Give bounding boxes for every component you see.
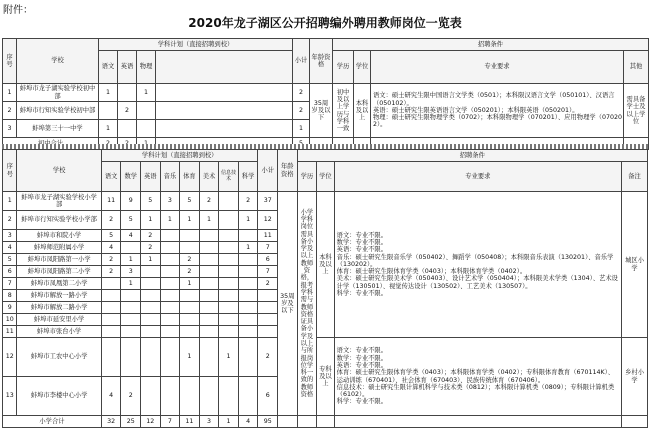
row-school: 蚌埠市解放二路小学 xyxy=(17,302,101,314)
row-value xyxy=(219,230,239,242)
row-value xyxy=(160,290,180,302)
row-subtotal: 6 xyxy=(258,254,278,266)
age-requirement: 35周岁及以下 xyxy=(278,192,298,416)
row-value xyxy=(180,242,200,254)
row-subtotal: 2 xyxy=(258,278,278,290)
header-seq: 序号 xyxy=(3,150,17,192)
row-value xyxy=(199,326,219,338)
row-seq: 7 xyxy=(3,278,17,290)
row-value xyxy=(160,230,180,242)
row-value: 2 xyxy=(101,211,121,230)
row-subtotal: 2 xyxy=(293,84,310,102)
row-subtotal xyxy=(258,314,278,326)
header-major-req: 专业要求 xyxy=(334,162,621,192)
row-value: 2 xyxy=(101,266,121,278)
row-seq: 3 xyxy=(3,230,17,242)
row-value xyxy=(238,338,258,377)
row-subtotal xyxy=(258,290,278,302)
row-value xyxy=(238,254,258,266)
header-school: 学校 xyxy=(17,150,101,192)
header-age: 年龄资格 xyxy=(278,150,298,192)
row-value xyxy=(219,314,239,326)
row-seq: 9 xyxy=(3,302,17,314)
row-subtotal: 6 xyxy=(258,377,278,416)
row-school: 蚌埠市凤凰第二小学 xyxy=(17,278,101,290)
total-value: 32 xyxy=(101,416,121,428)
header-subject-chinese: 语文 xyxy=(101,162,121,192)
major-line: 音乐：硕士研究生限音乐学（050402）、舞蹈学（050408）；本科限音乐表演（130201）、音乐学（130202）。 xyxy=(336,253,614,268)
row-subtotal: 7 xyxy=(258,266,278,278)
row-value xyxy=(121,302,141,314)
row-subtotal: 2 xyxy=(258,338,278,377)
row-seq: 3 xyxy=(3,120,17,138)
primary-table xyxy=(2,149,648,428)
row-value xyxy=(141,326,161,338)
row-value xyxy=(180,314,200,326)
row-value xyxy=(238,377,258,416)
row-value xyxy=(219,266,239,278)
row-value: 3 xyxy=(160,192,180,211)
row-school: 蚌埠市李楼中心小学 xyxy=(17,377,101,416)
row-value xyxy=(160,326,180,338)
row-school: 蚌埠第三十一中学 xyxy=(17,120,99,138)
row-seq: 2 xyxy=(3,211,17,230)
header-subject-english: 英语 xyxy=(118,51,137,84)
total-row xyxy=(3,416,648,428)
education-requirement: 小学学科岗位需具备小学及以上教师资格，报考学科需与教师资格证具备小学及以上与所报岗位学科一致的教师资格 xyxy=(297,192,317,416)
header-other: 其他 xyxy=(624,51,649,84)
row-value xyxy=(141,278,161,290)
major-requirements xyxy=(371,84,624,138)
row-value xyxy=(199,377,219,416)
row-value xyxy=(199,338,219,377)
degree-requirement-rural: 专科及以上 xyxy=(317,338,335,416)
row-value: 5 xyxy=(121,211,141,230)
row-seq: 12 xyxy=(3,338,17,377)
major-line: 语文：专业不限。 xyxy=(336,347,388,355)
row-value xyxy=(180,230,200,242)
row-seq: 5 xyxy=(3,254,17,266)
header-subtotal: 小计 xyxy=(258,150,278,192)
row-value xyxy=(180,326,200,338)
age-requirement: 35周岁及以下 xyxy=(310,84,333,138)
row-value xyxy=(141,266,161,278)
row-value xyxy=(137,120,156,138)
row-subtotal: 37 xyxy=(258,192,278,211)
row-value: 1 xyxy=(180,211,200,230)
row-value: 4 xyxy=(121,230,141,242)
row-school: 蚌埠市延安里小学 xyxy=(17,314,101,326)
row-value: 2 xyxy=(118,102,137,120)
header-spacer xyxy=(156,51,293,84)
row-value xyxy=(121,326,141,338)
row-value xyxy=(118,84,137,102)
row-value xyxy=(199,230,219,242)
header-degree: 学位 xyxy=(317,162,335,192)
remark-city: 城区小学 xyxy=(622,192,648,338)
major-line: 语文：专业不限。 xyxy=(336,231,388,239)
row-spacer xyxy=(156,84,293,102)
row-value xyxy=(219,192,239,211)
row-value xyxy=(238,230,258,242)
row-value xyxy=(101,302,121,314)
row-seq: 2 xyxy=(3,102,17,120)
row-value xyxy=(219,242,239,254)
row-value: 1 xyxy=(199,211,219,230)
row-subtotal: 7 xyxy=(258,242,278,254)
table-row xyxy=(3,338,648,377)
row-value xyxy=(199,254,219,266)
row-value xyxy=(219,302,239,314)
row-value xyxy=(199,266,219,278)
row-value xyxy=(219,211,239,230)
major-line: 信息技术：硕士研究生限计算机科学与技术类（0812）；本科限计算机类（0809）；专科限计算机类（6102）。 xyxy=(336,383,615,399)
other-requirement: 需具备学士及以上学位 xyxy=(624,84,649,138)
row-value: 1 xyxy=(219,338,239,377)
row-value: 1 xyxy=(99,120,118,138)
row-seq: 1 xyxy=(3,84,17,102)
row-value xyxy=(160,278,180,290)
major-line: 英语：硕士研究生限英语语言文学（050201）；本科限英语（050201）。 xyxy=(373,106,579,114)
row-value: 1 xyxy=(160,211,180,230)
row-school: 蚌埠市龙子湖实验学校初中部 xyxy=(17,84,99,102)
row-value: 2 xyxy=(101,254,121,266)
row-value xyxy=(121,290,141,302)
header-education: 学历 xyxy=(333,51,354,84)
row-value xyxy=(141,302,161,314)
row-value xyxy=(219,254,239,266)
page-title: 2020年龙子湖区公开招聘编外聘用教师岗位一览表 xyxy=(188,16,462,30)
total-value: 11 xyxy=(180,416,200,428)
row-value: 1 xyxy=(238,211,258,230)
row-value: 1 xyxy=(121,278,141,290)
row-value: 5 xyxy=(141,192,161,211)
header-subject-physics: 物理 xyxy=(137,51,156,84)
row-school: 蚌埠市和院小学 xyxy=(17,230,101,242)
row-value xyxy=(219,377,239,416)
header-conditions: 招聘条件 xyxy=(333,39,649,51)
total-value: 1 xyxy=(219,416,239,428)
major-line: 体育：硕士研究生限体育学类（0403）；本科限体育学类（0402）；专科限体育教育（670114K）、运动训练（670401）、社会体育（670403）、民族传统体育（670406）。 xyxy=(336,369,615,384)
row-value xyxy=(141,377,161,416)
header-subject-chinese: 语文 xyxy=(99,51,118,84)
row-school: 蚌埠市行知实验学校初中部 xyxy=(17,102,99,120)
total-value: 7 xyxy=(160,416,180,428)
attachment-label: 附件： xyxy=(3,5,33,16)
row-value xyxy=(238,326,258,338)
row-value xyxy=(160,314,180,326)
major-line: 英语：专业不限。 xyxy=(336,246,388,254)
row-value xyxy=(238,266,258,278)
row-value xyxy=(160,242,180,254)
row-value xyxy=(180,302,200,314)
row-seq: 6 xyxy=(3,266,17,278)
row-value xyxy=(180,290,200,302)
header-subject-it: 信息技术 xyxy=(219,162,239,192)
row-school: 蚌埠市工农中心小学 xyxy=(17,338,101,377)
row-value xyxy=(219,290,239,302)
row-value xyxy=(160,266,180,278)
row-school: 蚌埠市行知实验学校小学部 xyxy=(17,211,101,230)
header-subject-music: 音乐 xyxy=(160,162,180,192)
row-value xyxy=(101,290,121,302)
row-value: 2 xyxy=(121,377,141,416)
row-value xyxy=(101,326,121,338)
row-value: 4 xyxy=(101,377,121,416)
header-subtotal: 小计 xyxy=(293,39,310,84)
row-value xyxy=(141,290,161,302)
header-subject-pe: 体育 xyxy=(180,162,200,192)
row-subtotal xyxy=(258,326,278,338)
row-value: 1 xyxy=(137,84,156,102)
degree-requirement: 本科及以上 xyxy=(354,84,371,138)
row-value xyxy=(101,338,121,377)
row-school: 蚌埠市凤阳路第二小学 xyxy=(17,266,101,278)
row-value xyxy=(199,278,219,290)
major-line: 美术：硕士研究生限美术学（050403）、设计艺术学（050404）；本科限美术学类（1304）、艺术设计学（130501）、视觉传达设计（130502）、工艺美术（130507）。 xyxy=(336,275,618,290)
row-value xyxy=(219,326,239,338)
major-line: 英语：专业不限。 xyxy=(336,361,388,369)
major-line: 数学：专业不限。 xyxy=(336,238,388,246)
row-value: 2 xyxy=(199,192,219,211)
row-value: 2 xyxy=(141,230,161,242)
row-value xyxy=(137,102,156,120)
row-value: 5 xyxy=(101,230,121,242)
row-value xyxy=(238,302,258,314)
header-subject-math: 数学 xyxy=(121,162,141,192)
row-value xyxy=(199,242,219,254)
row-value: 3 xyxy=(121,266,141,278)
row-value xyxy=(121,338,141,377)
row-value xyxy=(160,377,180,416)
header-other: 备注 xyxy=(622,162,648,192)
row-subtotal xyxy=(258,302,278,314)
row-subtotal: 2 xyxy=(293,102,310,120)
total-subtotal: 95 xyxy=(258,416,278,428)
row-value xyxy=(199,302,219,314)
row-spacer xyxy=(156,120,293,138)
major-requirements-rural xyxy=(334,338,621,416)
row-value xyxy=(121,314,141,326)
total-value: 25 xyxy=(121,416,141,428)
major-line: 科学：专业不限。 xyxy=(336,398,388,406)
row-seq: 8 xyxy=(3,290,17,302)
row-value xyxy=(121,242,141,254)
header-subject-science: 科学 xyxy=(238,162,258,192)
row-school: 蚌埠市凤阳路第一小学 xyxy=(17,254,101,266)
row-school: 蚌埠市解放一路小学 xyxy=(17,290,101,302)
row-value xyxy=(160,338,180,377)
row-subtotal: 1 xyxy=(293,120,310,138)
major-requirements-city xyxy=(334,192,621,338)
row-value: 11 xyxy=(101,192,121,211)
header-subject-art: 美术 xyxy=(199,162,219,192)
row-value xyxy=(238,290,258,302)
row-value xyxy=(199,290,219,302)
row-value xyxy=(141,338,161,377)
row-subtotal: 11 xyxy=(258,230,278,242)
row-value: 9 xyxy=(121,192,141,211)
row-value: 1 xyxy=(141,254,161,266)
total-value: 4 xyxy=(238,416,258,428)
major-line: 数学：专业不限。 xyxy=(336,354,388,362)
junior-high-table xyxy=(2,38,649,150)
row-value xyxy=(238,278,258,290)
row-value xyxy=(101,314,121,326)
row-value xyxy=(238,314,258,326)
header-plan: 学科计划（直接招聘到校） xyxy=(99,39,293,51)
row-value xyxy=(99,102,118,120)
total-value: 3 xyxy=(199,416,219,428)
row-value: 2 xyxy=(141,242,161,254)
header-seq: 序号 xyxy=(3,39,17,84)
row-seq: 11 xyxy=(3,326,17,338)
row-value: 1 xyxy=(99,84,118,102)
major-line: 物理：硕士研究生限物理学类（0702）；本科限物理学（070201）、应用物理学（070202）。 xyxy=(373,114,622,129)
row-value: 1 xyxy=(141,211,161,230)
degree-requirement-city: 本科及以上 xyxy=(317,192,335,338)
row-value: 1 xyxy=(238,242,258,254)
major-line: 体育：硕士研究生限体育学类（0403）；本科限体育学类（0402）。 xyxy=(336,268,527,276)
row-value xyxy=(101,278,121,290)
row-value: 1 xyxy=(121,254,141,266)
row-school: 蚌埠市龙子湖实验学校小学部 xyxy=(17,192,101,211)
row-value: 4 xyxy=(101,242,121,254)
total-label: 小学合计 xyxy=(3,416,102,428)
row-value: 1 xyxy=(180,338,200,377)
row-value xyxy=(199,314,219,326)
header-education: 学历 xyxy=(297,162,317,192)
row-school: 蚌埠市张台小学 xyxy=(17,326,101,338)
row-value xyxy=(141,314,161,326)
header-conditions: 招聘条件 xyxy=(297,150,647,162)
row-seq: 4 xyxy=(3,242,17,254)
header-plan: 学科计划（直接招聘到校） xyxy=(101,150,258,162)
row-seq: 1 xyxy=(3,192,17,211)
row-value xyxy=(219,278,239,290)
row-seq: 10 xyxy=(3,314,17,326)
header-school: 学校 xyxy=(17,39,99,84)
major-line: 语文：硕士研究生限中国语言文学类（0501）；本科限汉语言文学（050101）、汉语言（050102）。 xyxy=(373,92,615,107)
row-value xyxy=(160,254,180,266)
header-subject-english: 英语 xyxy=(141,162,161,192)
row-value: 2 xyxy=(180,254,200,266)
total-value: 12 xyxy=(141,416,161,428)
table-row xyxy=(3,192,648,211)
row-value xyxy=(118,120,137,138)
row-value: 2 xyxy=(180,266,200,278)
header-major-req: 专业要求 xyxy=(371,51,624,84)
row-value xyxy=(180,377,200,416)
row-value: 5 xyxy=(180,192,200,211)
row-value: 2 xyxy=(238,192,258,211)
table-row xyxy=(3,84,649,102)
row-subtotal: 12 xyxy=(258,211,278,230)
row-value xyxy=(160,302,180,314)
row-value: 1 xyxy=(180,278,200,290)
education-requirement: 初中及以上学历与学科一致 xyxy=(333,84,354,138)
header-degree: 学位 xyxy=(354,51,371,84)
row-school: 蚌埠师范附属小学 xyxy=(17,242,101,254)
remark-rural: 乡村小学 xyxy=(622,338,648,416)
row-spacer xyxy=(156,102,293,120)
row-seq: 13 xyxy=(3,377,17,416)
major-line: 科学：专业不限。 xyxy=(336,290,388,298)
header-age: 年龄资格 xyxy=(310,39,333,84)
